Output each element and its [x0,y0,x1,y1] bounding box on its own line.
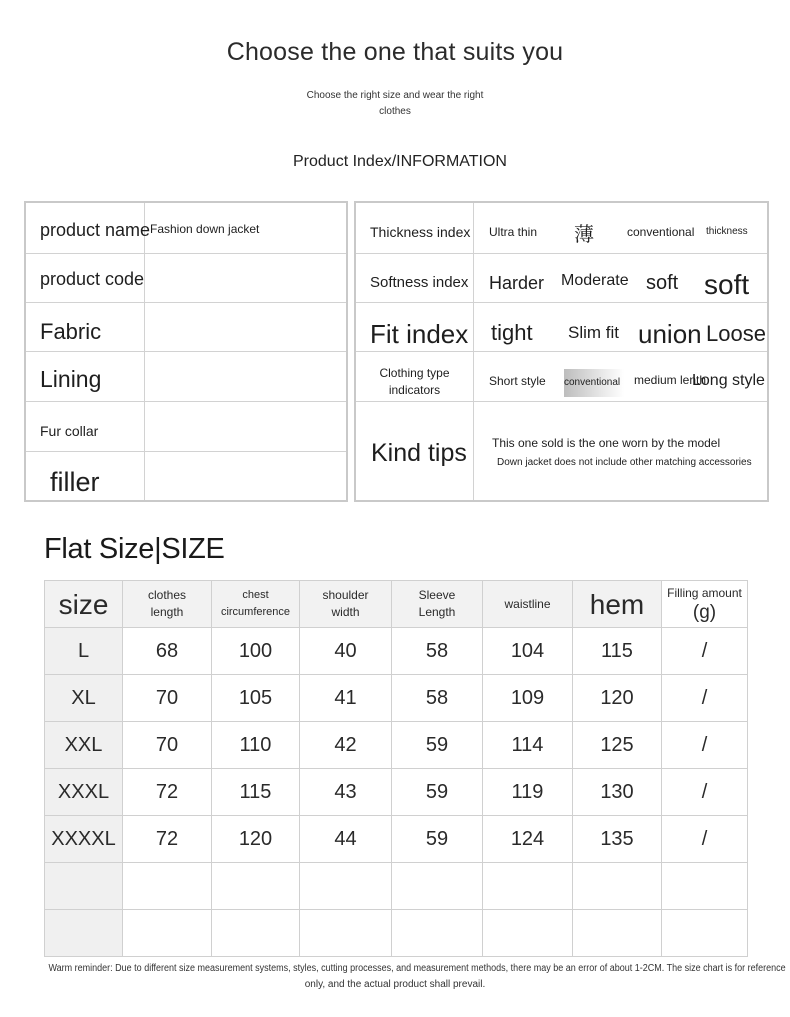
cell-sleeve: 59 [392,816,483,863]
cell-sleeve: 58 [392,628,483,675]
warm-reminder-line-2: only, and the actual product shall prevail. [304,979,486,990]
size-chart-row [45,628,748,675]
softness-option-soft: soft [646,272,679,294]
size-chart-row [45,910,748,957]
cell-hem: 120 [573,675,662,722]
product-name-value: Fashion down jacket [150,222,260,236]
cell-clothes-length [123,910,212,957]
cell-sleeve: 59 [392,769,483,816]
cell-waistline [483,910,573,957]
cell-chest [212,863,300,910]
subtitle-line-2: clothes [379,106,411,117]
cell-size: L [45,628,123,675]
cell-waistline [483,863,573,910]
cell-shoulder: 42 [300,722,392,769]
warm-reminder-line-1: Warm reminder: Due to different size measurement systems, styles, cutting processes, and measurement methods, there may be an error of about 1-2CM. The size chart is for reference [48,963,786,974]
cell-hem [573,863,662,910]
cell-size: XXXL [45,769,123,816]
size-chart-heading: Flat Size|SIZE [44,533,225,565]
cell-chest: 110 [212,722,300,769]
subtitle-line-1: Choose the right size and wear the right [306,90,484,101]
header-waistline: waistline [483,581,573,628]
thickness-option-conventional: conventional [627,225,695,239]
fit-index-label: Fit index [370,319,469,349]
cell-shoulder [300,910,392,957]
cell-filling: / [662,628,748,675]
cell-filling: / [662,816,748,863]
cell-filling [662,910,748,957]
cell-chest: 115 [212,769,300,816]
warm-reminder [10,961,786,993]
thickness-index-label: Thickness index [370,224,471,240]
fur-collar-label: Fur collar [40,423,99,439]
header-filling-amount: Filling amount (g) [662,581,748,628]
header-chest-circumference: chest circumference [212,581,300,628]
size-chart-row [45,675,748,722]
fit-option-union: union [638,319,702,349]
cell-hem: 135 [573,816,662,863]
cell-shoulder [300,863,392,910]
header-hem: hem [573,581,662,628]
clothing-type-label-line-1: Clothing type [379,366,450,380]
softness-option-soft-large: soft [704,269,750,300]
thickness-option-ultra-thin: Ultra thin [489,225,538,239]
kind-tips-line-1: This one sold is the one worn by the model [492,436,721,450]
fit-option-loose: Loose [706,321,766,346]
clothing-type-option-medium: medium lenth [634,373,707,387]
cell-waistline: 104 [483,628,573,675]
size-chart-table [44,580,748,957]
cell-chest: 120 [212,816,300,863]
page-title: Choose the one that suits you [226,38,564,66]
fit-option-tight: tight [491,320,533,345]
header-clothes-length: clothes length [123,581,212,628]
cell-clothes-length: 72 [123,816,212,863]
cell-filling: / [662,722,748,769]
clothing-type-option-conventional: conventional [564,369,624,397]
header-size: size [45,581,123,628]
clothing-type-option-long: Long style [692,372,765,389]
kind-tips-label: Kind tips [371,439,467,467]
cell-sleeve: 59 [392,722,483,769]
cell-size: XXL [45,722,123,769]
cell-clothes-length: 68 [123,628,212,675]
clothing-type-option-short: Short style [489,374,546,388]
cell-hem [573,910,662,957]
cell-sleeve [392,863,483,910]
fit-option-slim-fit: Slim fit [568,323,619,342]
product-name-label: product name [40,220,151,240]
filler-label: filler [50,467,100,497]
cell-clothes-length: 70 [123,722,212,769]
size-chart-row [45,816,748,863]
cell-filling: / [662,675,748,722]
cell-size: XXXXL [45,816,123,863]
cell-filling: / [662,769,748,816]
size-chart-row [45,722,748,769]
header-shoulder-width: shoulder width [300,581,392,628]
cell-hem: 130 [573,769,662,816]
info-heading: Product Index/INFORMATION [293,153,507,170]
cell-clothes-length [123,863,212,910]
thickness-option-thin: 薄 [574,224,594,246]
cell-sleeve: 58 [392,675,483,722]
cell-waistline: 114 [483,722,573,769]
cell-filling [662,863,748,910]
cell-size: XL [45,675,123,722]
lining-label: Lining [40,366,102,392]
cell-waistline: 109 [483,675,573,722]
cell-shoulder: 44 [300,816,392,863]
header-sleeve-length: Sleeve Length [392,581,483,628]
softness-index-label: Softness index [370,274,469,291]
size-chart-row [45,863,748,910]
softness-option-harder: Harder [489,273,545,293]
cell-clothes-length: 70 [123,675,212,722]
size-chart-header-row [45,581,748,628]
thickness-option-thickness: thickness [706,226,748,237]
cell-hem: 125 [573,722,662,769]
product-code-label: product code [40,269,145,289]
cell-chest: 105 [212,675,300,722]
page-subtitle [295,88,495,120]
product-info-table [24,201,348,502]
product-index-table [354,201,769,502]
clothing-type-label-line-2: indicators [388,383,441,397]
kind-tips-line-2: Down jacket does not include other matching accessories [497,457,752,468]
cell-waistline: 124 [483,816,573,863]
cell-size [45,910,123,957]
cell-hem: 115 [573,628,662,675]
cell-shoulder: 41 [300,675,392,722]
size-chart-row [45,769,748,816]
cell-sleeve [392,910,483,957]
cell-chest [212,910,300,957]
clothing-type-label [356,365,473,399]
cell-clothes-length: 72 [123,769,212,816]
cell-shoulder: 40 [300,628,392,675]
fabric-label: Fabric [40,319,102,344]
cell-shoulder: 43 [300,769,392,816]
softness-option-moderate: Moderate [561,272,629,289]
cell-waistline: 119 [483,769,573,816]
cell-size [45,863,123,910]
cell-chest: 100 [212,628,300,675]
